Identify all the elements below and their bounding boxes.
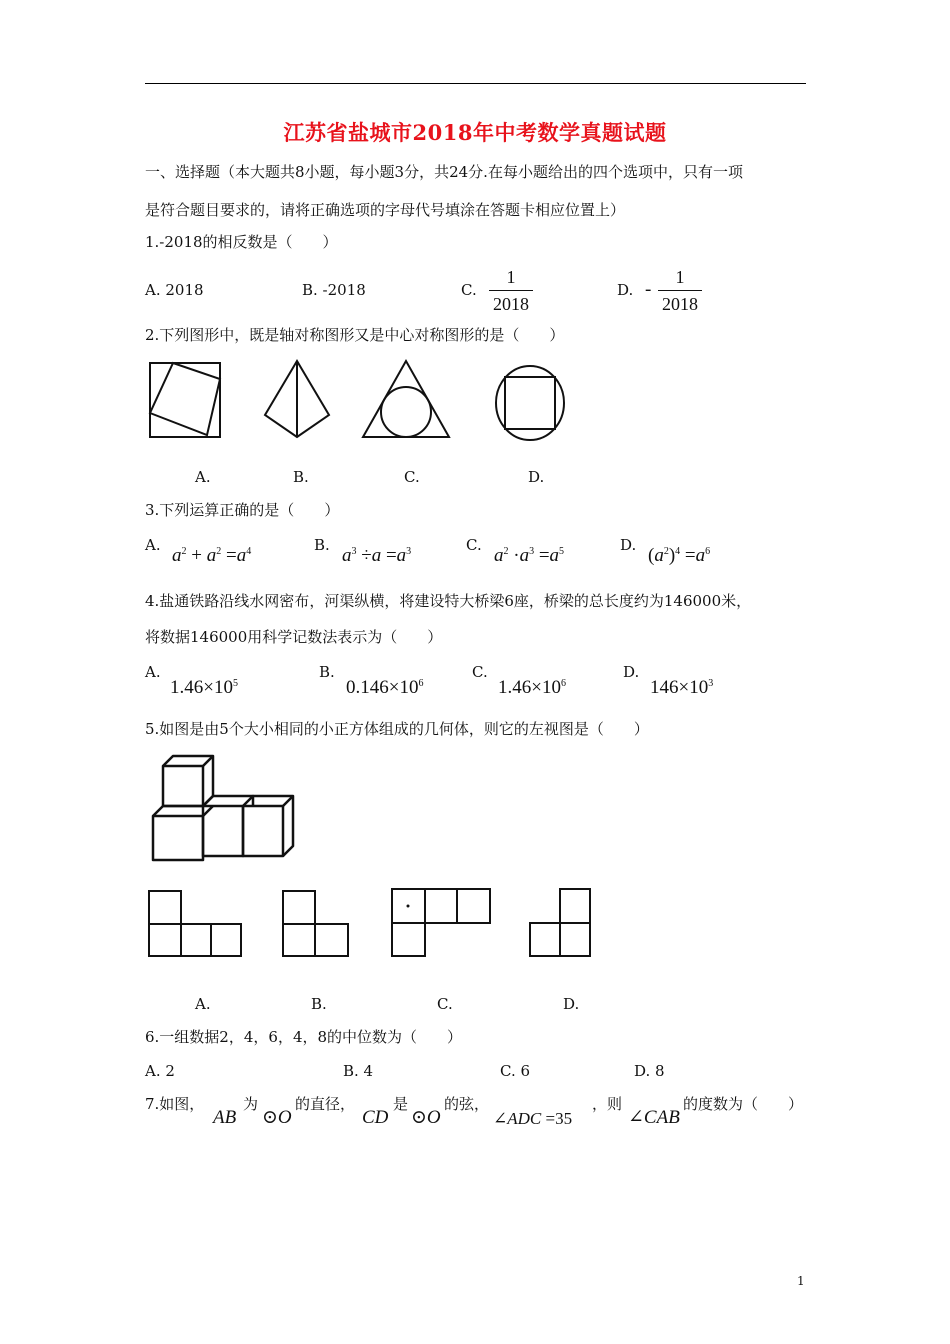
q4-label-d: D. [623,663,640,681]
q1-option-b: B. -2018 [302,281,366,299]
q7-text-5: 的弦， [444,1095,490,1113]
fraction-numerator: 1 [506,267,516,287]
view-a-figure [149,891,241,956]
q4-label-c: C. [472,663,488,681]
q3-label-b: B. [314,536,330,554]
q7-text-1: 7.如图， [145,1095,205,1113]
section-line-1: 一、选择题（本大题共8小题，每小题3分，共24分.在每小题给出的四个选项中，只有一项 [145,163,743,181]
q1-option-d: D. [617,281,634,299]
q1-stem: 1.-2018的相反数是（ ） [145,233,338,251]
q5-label-c: C. [437,995,453,1013]
q1-option-d-fraction [658,268,702,313]
q1-option-d-sign: - [645,279,652,300]
q6-option-b: B. 4 [343,1062,374,1080]
q4-option-a: $1.46\times 10^5$ [170,677,238,698]
q5-view-options [145,885,505,960]
q5-label-a: A. [195,995,211,1013]
q1-option-c: C. [461,281,477,299]
q5-stem: 5.如图是由5个大小相同的小正方体组成的几何体，则它的左视图是（ ） [145,720,649,738]
q3-label-d: D. [620,536,637,554]
q7-angle-cab: ∠CAB [628,1107,680,1128]
q2-label-a: A. [195,468,211,486]
q4-option-c: $1.46\times 10^6$ [498,677,566,698]
circle-with-inscribed-square-figure [496,366,564,440]
q7-circle-o-1: ⊙O [262,1107,292,1128]
page-number: 1 [797,1274,805,1288]
fraction-denominator: 2018 [493,294,529,314]
q3-expr-d: $(a^2)^4 =a^6$ [648,545,711,566]
q3-expr-a: $a^2 + a^2 =a^4$ [172,545,252,566]
q4-stem-line-2: 将数据146000用科学记数法表示为（ ） [145,628,443,646]
q7-text-6: ，则 [592,1095,623,1113]
q6-option-d: D. 8 [634,1062,665,1080]
section-line-2: 是符合题目要求的，请将正确选项的字母代号填涂在答题卡相应位置上） [145,201,626,219]
q6-option-c: C. 6 [500,1062,531,1080]
q3-stem: 3.下列运算正确的是（ ） [145,501,340,519]
q2-stem: 2.下列图形中，既是轴对称图形又是中心对称图形的是（ ） [145,326,565,344]
q3-label-c: C. [466,536,482,554]
q3-expr-b: $a^3 \div a =a^3$ [342,545,412,566]
q6-stem: 6.一组数据2，4，6，4，8的中位数为（ ） [145,1028,463,1046]
triangle-with-incircle-figure [363,361,449,437]
page-title: 江苏省盐城市2018年中考数学真题试题 [283,120,667,145]
q7-text-7: 的度数为（ ） [683,1095,804,1113]
q4-stem-line-1: 4.盐通铁路沿线水网密布，河渠纵横，将建设特大桥梁6座，桥梁的总长度约为146000米， [145,592,752,610]
q5-label-d: D. [563,995,580,1013]
q7-circle-o-2: ⊙O [411,1107,441,1128]
header-rule [145,83,806,84]
q7-text-4: 是 [393,1095,409,1113]
q7-angle-adc: ∠ADC =35 [493,1109,573,1128]
q7-text-2: 为 [243,1095,259,1113]
q2-label-d: D. [528,468,545,486]
view-b-figure [283,891,348,956]
view-d-figure [528,885,598,960]
dot-mark [407,905,410,908]
q4-label-b: B. [319,663,335,681]
q4-label-a: A. [145,663,161,681]
q7-ab: AB [213,1107,237,1128]
q2-label-c: C. [404,468,420,486]
square-with-rotated-square-figure [150,363,220,437]
q1-option-a: A. 2018 [145,281,204,299]
fraction-denominator: 2018 [662,294,698,314]
kite-figure [265,361,329,437]
q2-figures [145,355,565,445]
q7-text-3: 的直径， [295,1095,356,1113]
q3-expr-c: $a^2 \cdot a^3 =a^5$ [494,545,565,566]
q7-cd: CD [362,1107,389,1128]
view-c-figure [392,889,490,956]
q6-option-a: A. 2 [145,1062,175,1080]
fraction-numerator: 1 [675,267,685,287]
q4-option-d: $146\times 10^3$ [650,677,714,698]
q5-solid-figure [145,750,305,870]
q4-option-b: $0.146\times 10^6$ [346,677,424,698]
q1-option-c-fraction [489,268,533,313]
q2-label-b: B. [293,468,309,486]
q5-label-b: B. [311,995,327,1013]
q3-label-a: A. [145,536,161,554]
